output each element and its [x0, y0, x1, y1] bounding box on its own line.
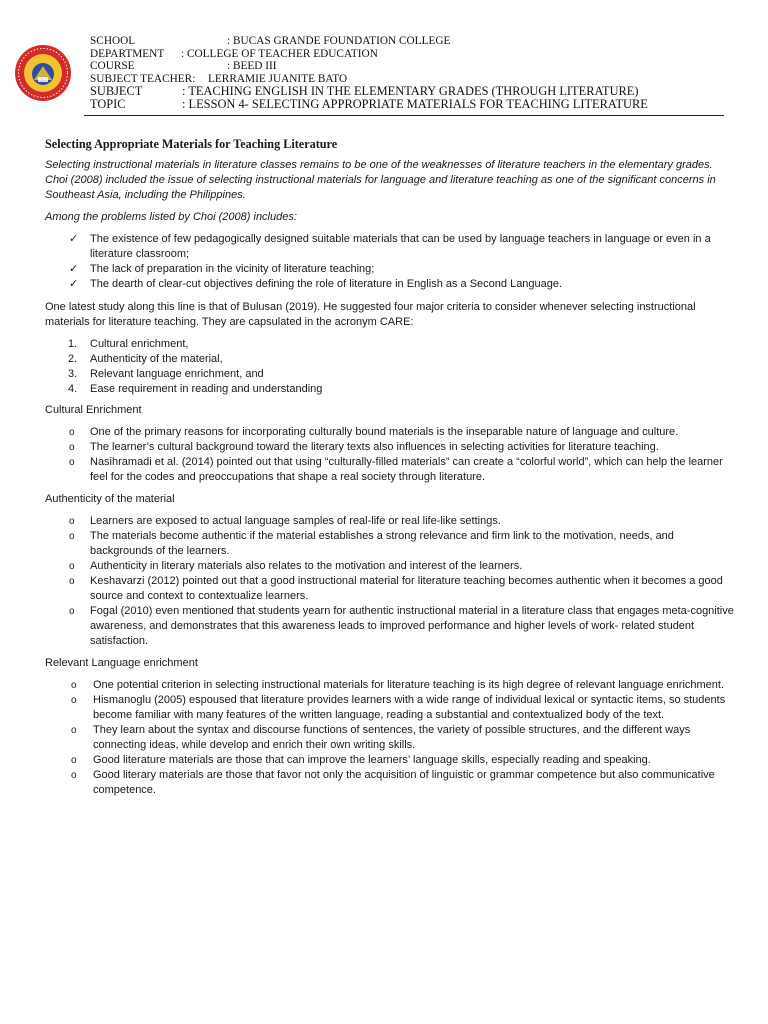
- circle-bullet-icon: o: [69, 457, 75, 468]
- list-item: [45, 604, 735, 649]
- header-label: SUBJECT: [90, 84, 143, 99]
- header-course-row: [90, 60, 648, 73]
- header-label: SUBJECT TEACHER:: [90, 72, 196, 85]
- header-value: : TEACHING ENGLISH IN THE ELEMENTARY GRADES (THROUGH LITERATURE): [182, 84, 639, 99]
- list-item-text: The learner’s cultural background toward the literary texts also influences in selecting activities for literature teaching.: [90, 441, 659, 453]
- criteria-list: [45, 337, 735, 397]
- list-item: [45, 455, 735, 485]
- list-item: [45, 352, 735, 367]
- header-label: DEPARTMENT: [90, 47, 165, 60]
- list-item-text: Nasihramadi et al. (2014) pointed out that using “culturally-filled materials” can create a “colorful world”, which can help the learner feel for the codes and preoccupations that shape a real society through literature.: [90, 456, 723, 483]
- header-value: : COLLEGE OF TEACHER EDUCATION: [181, 47, 378, 60]
- list-item-text: They learn about the syntax and discourse functions of sentences, the variety of possible structures, and the different ways connecting ideas, while develop and enrich their own writing skills.: [93, 724, 691, 751]
- authenticity-list: [45, 514, 735, 649]
- header-divider: [84, 115, 724, 116]
- list-item-text: Hismanoglu (2005) espoused that literature provides learners with a wide range of individual lexical or syntactic items, so students become familiar with many features of the written language, reading a substantial and contextualized body of the text.: [93, 694, 726, 721]
- list-item-text: Learners are exposed to actual language samples of real-life or real life-like settings.: [90, 515, 501, 527]
- list-item: [45, 693, 735, 723]
- list-item: [45, 529, 735, 559]
- list-item-text: Good literary materials are those that favor not only the acquisition of linguistic or grammar competence but also communicative competence.: [93, 769, 715, 796]
- list-item-text: The lack of preparation in the vicinity of literature teaching;: [90, 263, 375, 275]
- circle-bullet-icon: o: [71, 770, 77, 781]
- checkmark-icon: ✓: [69, 263, 79, 275]
- list-item: [45, 753, 735, 768]
- checkmark-icon: ✓: [69, 278, 79, 290]
- list-item: [45, 337, 735, 352]
- list-item-text: Authenticity of the material,: [90, 353, 223, 365]
- circle-bullet-icon: o: [71, 680, 77, 691]
- list-item-text: Good literature materials are those that can improve the learners’ language skills, especially reading and speaking.: [93, 754, 651, 766]
- problems-intro: Among the problems listed by Choi (2008) includes:: [45, 211, 297, 223]
- list-item: [45, 232, 735, 262]
- list-item: [45, 382, 735, 397]
- list-item: [45, 723, 735, 753]
- list-item-text: Fogal (2010) even mentioned that students yearn for authentic instructional material in a literature class that engages meta-cognitive awareness, and demonstrates that this awareness leads to improved performance and higher levels of work- related student satisfaction.: [90, 605, 734, 647]
- circle-bullet-icon: o: [69, 576, 75, 587]
- document-title: Selecting Appropriate Materials for Teaching Literature: [45, 137, 338, 151]
- circle-bullet-icon: o: [69, 531, 75, 542]
- section-heading-authenticity: Authenticity of the material: [45, 493, 175, 505]
- section-heading-language: Relevant Language enrichment: [45, 657, 198, 669]
- language-list: [45, 678, 735, 798]
- circle-bullet-icon: o: [69, 606, 75, 617]
- section-heading-cultural: Cultural Enrichment: [45, 404, 142, 416]
- cultural-list: [45, 425, 735, 485]
- circle-bullet-icon: o: [69, 516, 75, 527]
- list-item: [45, 262, 735, 277]
- document-body: [45, 137, 735, 805]
- checkmark-icon: ✓: [69, 233, 79, 245]
- problems-list: [45, 232, 735, 292]
- header-label: SCHOOL: [90, 35, 136, 47]
- list-item-text: Keshavarzi (2012) pointed out that a good instructional material for literature teaching becomes authentic when it becomes a good source and context to contextualize learners.: [90, 575, 723, 602]
- list-item: [45, 768, 735, 798]
- list-number: 4.: [68, 383, 78, 395]
- list-item-text: The materials become authentic if the material establishes a strong relevance and firm link to the motivation, needs, and backgrounds of the learners.: [90, 530, 674, 557]
- header-department-row: [90, 48, 648, 61]
- circle-bullet-icon: o: [71, 755, 77, 766]
- list-number: 1.: [68, 338, 78, 350]
- header-school-row: [90, 35, 648, 48]
- list-item-text: Ease requirement in reading and understanding: [90, 383, 323, 395]
- list-item-text: Cultural enrichment,: [90, 338, 189, 350]
- college-seal-icon: [14, 44, 72, 102]
- header-value: : BEED III: [227, 60, 277, 73]
- header-value: : BUCAS GRANDE FOUNDATION COLLEGE: [227, 35, 451, 47]
- header-value: LERRAMIE JUANITE BATO: [208, 72, 348, 85]
- header-value: : LESSON 4- SELECTING APPROPRIATE MATERIALS FOR TEACHING LITERATURE: [182, 97, 648, 112]
- circle-bullet-icon: o: [71, 695, 77, 706]
- list-number: 2.: [68, 353, 78, 365]
- circle-bullet-icon: o: [71, 725, 77, 736]
- circle-bullet-icon: o: [69, 442, 75, 453]
- list-item: [45, 367, 735, 382]
- list-number: 3.: [68, 368, 78, 380]
- list-item: [45, 425, 735, 440]
- list-item-text: Authenticity in literary materials also relates to the motivation and interest of the learners.: [90, 560, 523, 572]
- header-label: COURSE: [90, 60, 135, 73]
- list-item-text: The existence of few pedagogically designed suitable materials that can be used by language teachers in language or even in a literature classroom;: [90, 233, 711, 260]
- list-item: [45, 574, 735, 604]
- list-item-text: Relevant language enrichment, and: [90, 368, 264, 380]
- circle-bullet-icon: o: [69, 561, 75, 572]
- header-label: TOPIC: [90, 97, 126, 112]
- list-item: [45, 678, 735, 693]
- circle-bullet-icon: o: [69, 427, 75, 438]
- list-item: [45, 277, 735, 292]
- list-item: [45, 514, 735, 529]
- list-item-text: One of the primary reasons for incorporating culturally bound materials is the inseparable nature of language and culture.: [90, 426, 679, 438]
- list-item-text: The dearth of clear-cut objectives defining the role of literature in English as a Second Language.: [90, 278, 563, 290]
- list-item: [45, 440, 735, 455]
- list-item-text: One potential criterion in selecting instructional materials for literature teaching is its high degree of relevant language enrichment.: [93, 679, 725, 691]
- header-topic-row: [90, 98, 648, 111]
- study-paragraph: One latest study along this line is that of Bulusan (2019). He suggested four major criteria to consider whenever selecting instructional materials for literature teaching. They are capsulated in the acronym CARE:: [45, 301, 696, 328]
- intro-paragraph: Selecting instructional materials in literature classes remains to be one of the weaknesses of literature teachers in the elementary grades. Choi (2008) included the issue of selecting instructional materials for language and literature teaching as one of the significant concerns in Southeast Asia, including the Philippines.: [45, 159, 716, 201]
- document-header: [90, 35, 648, 111]
- list-item: [45, 559, 735, 574]
